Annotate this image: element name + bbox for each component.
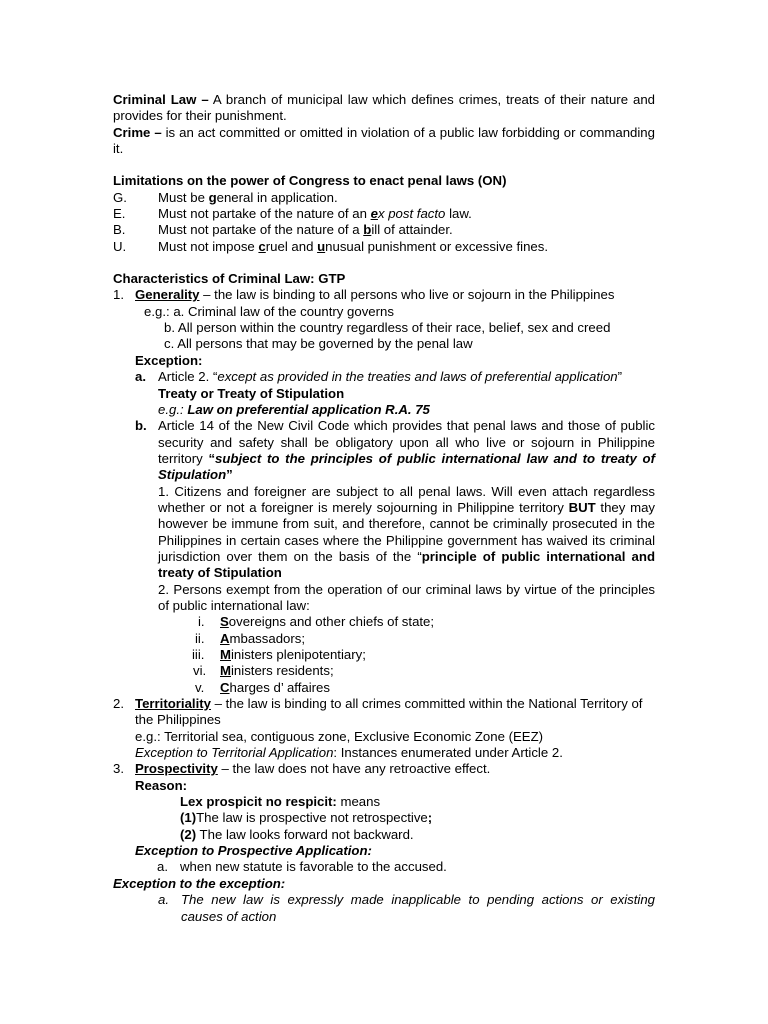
- reason-label: Reason:: [135, 777, 188, 793]
- definition-crime: [113, 125, 655, 158]
- characteristics-heading: Characteristics of Criminal Law: GTP: [113, 271, 346, 287]
- item-text: ruel and: [265, 238, 318, 254]
- key-letter: A: [220, 630, 230, 646]
- key-letter: S: [220, 614, 229, 630]
- key-letter: g: [208, 189, 217, 205]
- item-text: inisters plenipotentiary;: [231, 647, 366, 662]
- exempt-person-item: [158, 631, 655, 647]
- item-marker: U.: [113, 238, 127, 254]
- item-bold-line: Treaty or Treaty of Stipulation: [158, 385, 345, 401]
- reason-text: The law looks forward not backward.: [196, 826, 414, 842]
- item-marker: b.: [135, 418, 147, 434]
- quote-mark: “: [208, 450, 216, 466]
- item-text: Must not impose: [158, 238, 259, 254]
- key-letter: b: [363, 222, 372, 238]
- key-letter: c: [258, 238, 266, 254]
- example-line: e.g.: a. Criminal law of the country governs: [144, 303, 394, 319]
- roman-numeral: i.: [198, 614, 205, 630]
- roman-numeral: iii.: [192, 647, 205, 662]
- limitation-item: [113, 222, 655, 238]
- item-marker: E.: [113, 206, 126, 222]
- item-text: nusual punishment or excessive fines.: [325, 238, 548, 254]
- characteristic-desc: – the law does not have any retroactive effect.: [217, 761, 491, 777]
- item-text: Must be: [158, 189, 209, 205]
- limitation-item: [113, 206, 655, 222]
- item-text: Must not partake of the nature of a: [158, 222, 364, 238]
- item-bold: BUT: [568, 499, 596, 515]
- item-number: 2.: [113, 696, 124, 712]
- item-marker: B.: [113, 222, 126, 238]
- item-text: ”: [617, 369, 623, 385]
- item-italic: except as provided in the treaties and laws of preferential application: [217, 369, 618, 385]
- key-letter: u: [317, 238, 326, 254]
- key-letter: e: [370, 206, 378, 222]
- limitations-heading: Limitations on the power of Congress to enact penal laws (ON): [113, 173, 507, 189]
- term: Crime –: [113, 124, 162, 140]
- exception-label: Exception to Prospective Application:: [135, 843, 372, 859]
- characteristic-desc: – the law is binding to all persons who live or sojourn in the Philippines: [199, 287, 615, 303]
- example-line: b. All person within the country regardless of their race, belief, sex and creed: [164, 320, 611, 336]
- item-text: overeigns and other chiefs of state;: [228, 614, 435, 630]
- example-label: e.g.:: [158, 401, 188, 417]
- item-text: Article 2. “: [158, 369, 218, 385]
- key-letter: M: [220, 663, 231, 679]
- reason-number: (2): [180, 826, 197, 842]
- item-italic: x post facto: [377, 206, 446, 222]
- example-line: c. All persons that may be governed by the penal law: [164, 336, 473, 352]
- reason-number: (1): [180, 810, 197, 826]
- item-text: eneral in application.: [216, 189, 338, 205]
- item-marker: a.: [135, 369, 146, 385]
- item-text: Must not partake of the nature of an: [158, 206, 371, 222]
- item-text: mbassadors;: [229, 630, 306, 646]
- roman-numeral: vi.: [193, 663, 207, 679]
- item-text: The new law is expressly made inapplicable to pending actions or existing causes of action: [181, 892, 655, 924]
- reason-text: The law is prospective not retrospective: [196, 810, 428, 826]
- item-text: they may however be immune from suit, and therefore, cannot be criminally prosecuted in the Philippines in certain cases where the Philippine government has waived its criminal jurisdiction over them on the basis of the “: [158, 499, 656, 564]
- item-bold-italic: subject to the principles of public international law and to treaty of Stipulation: [158, 450, 655, 483]
- characteristic-territoriality: [113, 696, 655, 761]
- exempt-person-item: [158, 680, 655, 696]
- characteristic-generality: [113, 287, 655, 303]
- item-marker: a.: [157, 859, 168, 875]
- item-text: when new statute is favorable to the accused.: [180, 859, 447, 875]
- item-number: 1.: [113, 287, 124, 303]
- exception-item-a: [113, 369, 655, 418]
- exception-item: [135, 859, 655, 875]
- item-text: ill of attainder.: [371, 222, 453, 238]
- item-text: law.: [445, 206, 472, 222]
- key-letter: M: [220, 647, 231, 662]
- key-letter: C: [220, 679, 230, 695]
- maxim-text: means: [336, 794, 381, 810]
- exception-to-exception-label: Exception to the exception:: [113, 875, 286, 891]
- characteristic-prospectivity: [113, 761, 655, 875]
- item-text: 2. Persons exempt from the operation of our criminal laws by virtue of the principles of public international law:: [158, 581, 655, 613]
- exception-italic: Exception to Territorial Application: [135, 745, 334, 761]
- exempt-person-item: [158, 647, 655, 663]
- item-text: 1. Citizens and foreigner are subject to all penal laws. Will even attach regardless whether or not a foreigner is merely sojourning in Philippine territory: [158, 483, 655, 515]
- characteristic-term: Territoriality: [135, 696, 211, 712]
- document-page: [113, 92, 655, 925]
- characteristic-desc: – the law is binding to all crimes committed within the National Territory of the Philippines: [135, 696, 643, 728]
- item-text: harges d’ affaires: [229, 679, 330, 695]
- maxim-bold: Lex prospicit no respicit:: [180, 794, 337, 810]
- item-text: inisters residents;: [231, 663, 334, 679]
- exception-item-b: [113, 418, 655, 696]
- definition-criminal-law: [113, 92, 655, 125]
- definition-text: is an act committed or omitted in violation of a public law forbidding or commanding it.: [113, 124, 655, 157]
- reason-punct: ;: [427, 810, 433, 826]
- characteristic-term: Prospectivity: [135, 761, 218, 777]
- example-line: e.g.: Territorial sea, contiguous zone, Exclusive Economic Zone (EEZ): [135, 728, 544, 744]
- limitation-item: [113, 239, 655, 255]
- roman-numeral: ii.: [195, 630, 205, 646]
- characteristic-term: Generality: [135, 287, 200, 303]
- exempt-person-item: [158, 663, 655, 679]
- reason-item: [135, 827, 655, 843]
- exception-text: : Instances enumerated under Article 2.: [333, 745, 563, 761]
- limitation-item: [113, 190, 655, 206]
- reason-item: [135, 810, 655, 826]
- definition-text: A branch of municipal law which defines crimes, treats of their nature and provides for their punishment.: [113, 92, 655, 124]
- exception-label: Exception:: [135, 352, 203, 368]
- quote-mark: ”: [226, 467, 233, 483]
- term: Criminal Law –: [113, 92, 209, 107]
- roman-numeral: v.: [195, 679, 205, 695]
- exempt-person-item: [158, 614, 655, 630]
- item-text: Article 14 of the New Civil Code which provides that penal laws and those of public security and safety shall be obligatory upon all who live or sojourn in Philippine territory: [158, 418, 655, 466]
- item-number: 3.: [113, 761, 124, 777]
- example-bold: Law on preferential application R.A. 75: [187, 401, 430, 417]
- exception-to-exception-item: [113, 892, 655, 925]
- item-bold: principle of public international and treaty of Stipulation: [158, 548, 655, 581]
- item-marker: a.: [158, 892, 169, 908]
- item-marker: G.: [113, 189, 127, 205]
